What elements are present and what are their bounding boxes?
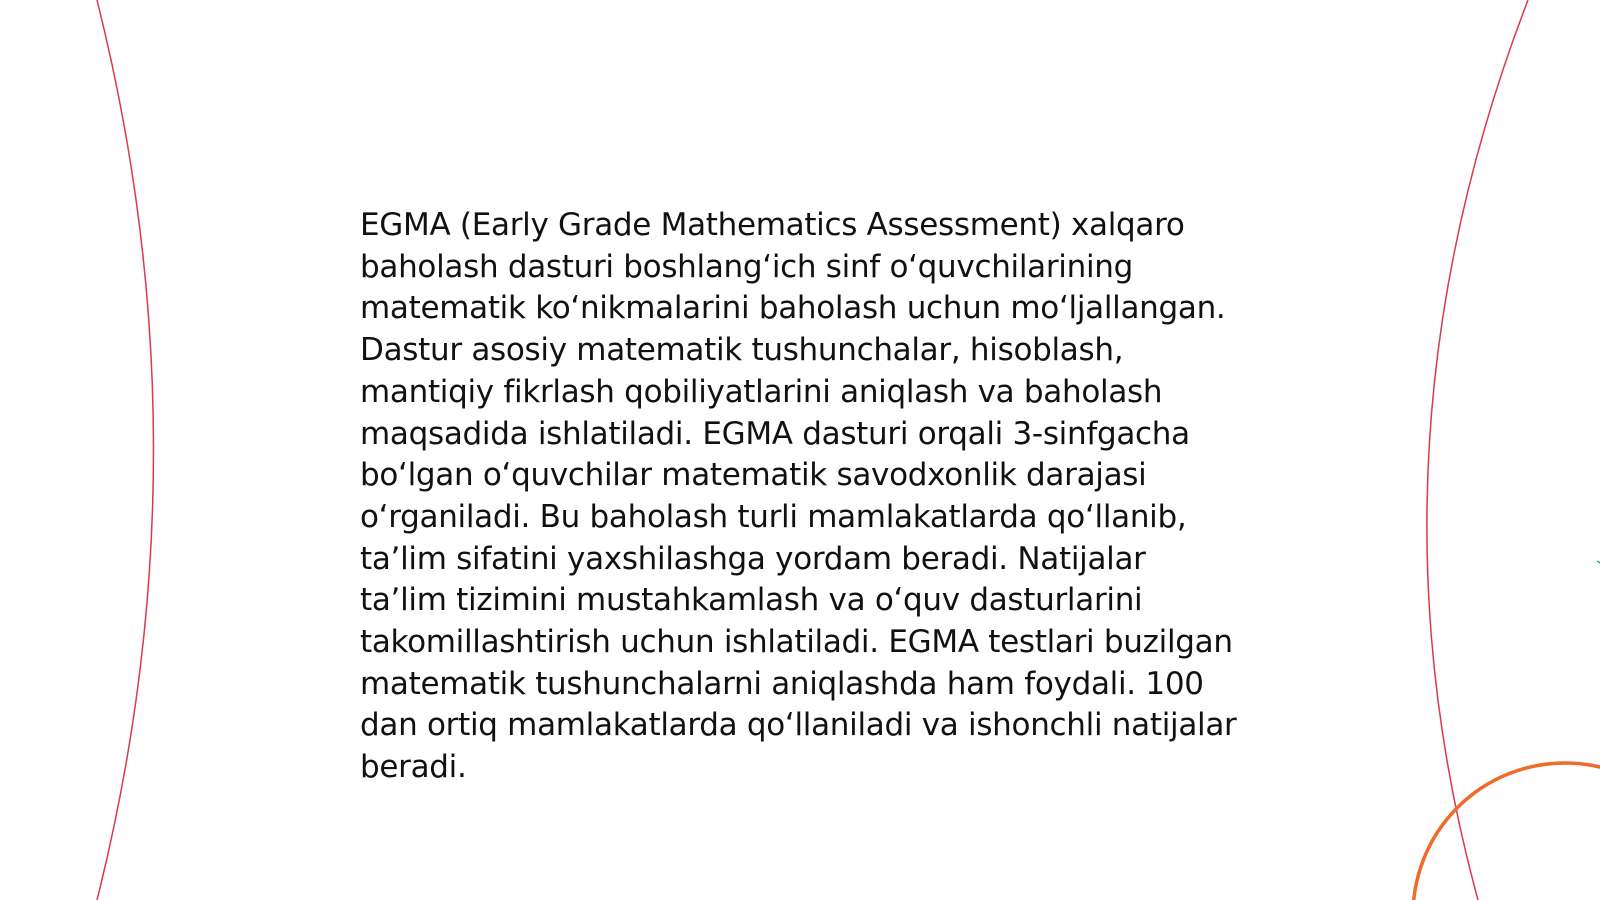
- right-curve-line: [1427, 0, 1528, 900]
- body-text: EGMA (Early Grade Mathematics Assessment) xalqaro baholash dasturi boshlangʻich sinf oʻquvchilarining matematik koʻnikmalarini baholash uchun moʻljallangan. Dastur asosiy matematik tushunchalar, hisoblash, mantiqiy fikrlash qobiliyatlarini aniqlash va baholash maqsadida ishlatiladi. EGMA dasturi orqali 3-sinfgacha boʻlgan oʻquvchilar matematik savodxonlik darajasi oʻrganiladi. Bu baholash turli mamlakatlarda qoʻllanib, taʼlim sifatini yaxshilashga yordam beradi. Natijalar taʼlim tizimini mustahkamlash va oʻquv dasturlarini takomillashtirish uchun ishlatiladi. EGMA testlari buzilgan matematik tushunchalarni aniqlashda ham foydali. 100 dan ortiq mamlakatlarda qoʻllaniladi va ishonchli natijalar beradi.: [360, 207, 1237, 786]
- left-curve-line: [97, 0, 154, 900]
- accent-circle: [1413, 763, 1600, 900]
